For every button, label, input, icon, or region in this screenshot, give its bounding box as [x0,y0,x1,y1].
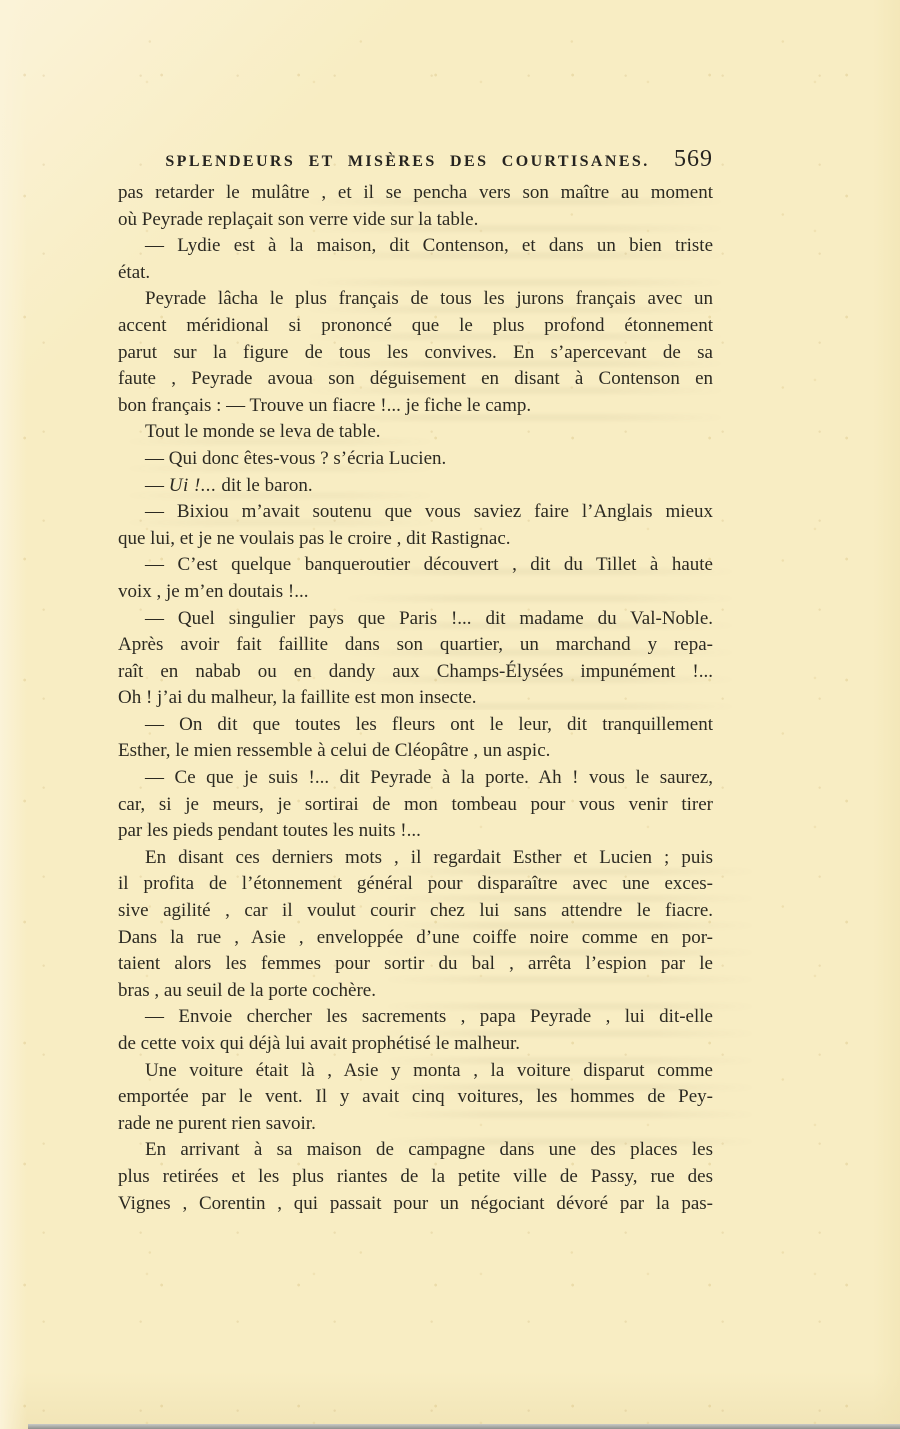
text-line: En arrivant à sa maison de campagne dans une des places les [145,1139,713,1161]
text-line: — Envoie chercher les sacrements , papa Peyrade , lui dit-elle [145,1006,713,1028]
text-line: pas retarder le mulâtre , et il se pencha vers son maître au moment [118,182,713,203]
text-line: Vignes , Corentin , qui passait pour un négociant dévoré par la pas- [118,1192,713,1214]
text-line: faute , Peyrade avoua son déguisement en disant à Contenson en [118,368,713,390]
text-line: bon français : — Trouve un fiacre !... je fiche le camp. [118,394,532,416]
text-line: Oh ! j’ai du malheur, la faillite est mon insecte. [118,687,477,709]
text-line: — On dit que toutes les fleurs ont le leur, dit tranquillement [145,713,713,735]
book-title-header: SPLENDEURS ET MISÈRES DES COURTISANES. [165,153,650,170]
text-line: taient alors les femmes pour sortir du bal , arrêta l’espion par le [118,953,713,975]
text-line: Peyrade lâcha le plus français de tous les jurons français avec un [145,288,713,310]
text-line: que lui, et je ne voulais pas le croire , dit Rastignac. [118,527,511,549]
text-line: — C’est quelque banqueroutier découvert , dit du Tillet à haute [145,554,713,576]
text-line: voix , je m’en doutais !... [118,580,309,602]
text-line: il profita de l’étonnement général pour disparaître avec une exces- [118,873,713,895]
text-line: — Bixiou m’avait soutenu que vous saviez faire l’Anglais mieux [145,501,713,523]
page-number: 569 [674,146,713,172]
text-line: Une voiture était là , Asie y monta , la voiture disparut comme [145,1059,713,1081]
text-line: Dans la rue , Asie , enveloppée d’une coiffe noire comme en por- [118,926,713,948]
scan-bottom-edge [28,1424,900,1429]
text-line: de cette voix qui déjà lui avait prophétisé le malheur. [118,1033,521,1054]
text-line: — Ui !... dit le baron. [145,474,313,496]
text-line: — Qui donc êtes-vous ? s’écria Lucien. [145,447,447,469]
text-line: où Peyrade replaçait son verre vide sur la table. [118,208,479,230]
text-line: plus retirées et les plus riantes de la petite ville de Passy, rue des [118,1165,713,1187]
text-line: — Ce que je suis !... dit Peyrade à la porte. Ah ! vous le saurez, [145,767,713,789]
text-line: parut sur la figure de tous les convives. En s’apercevant de sa [118,341,713,363]
text-line: par les pieds pendant toutes les nuits !... [118,820,421,842]
text-line: raît en nabab ou en dandy aux Champs-Élysées impunément !... [118,660,713,682]
page-content [118,146,713,1217]
text-line: bras , au seuil de la porte cochère. [118,979,376,1001]
text-line: Après avoir fait faillite dans son quartier, un marchand y repa- [118,634,713,656]
text-line: rade ne purent rien savoir. [118,1112,316,1134]
text-line: accent méridional si prononcé que le plus profond étonnement [118,314,713,336]
text-line: emportée par le vent. Il y avait cinq voitures, les hommes de Pey- [118,1086,713,1108]
text-block [118,180,713,1217]
running-header [118,146,713,179]
text-line: — Lydie est à la maison, dit Contenson, et dans un bien triste [145,235,713,257]
text-line: Esther, le mien ressemble à celui de Cléopâtre , un aspic. [118,740,551,762]
text-line: car, si je meurs, je sortirai de mon tombeau pour vous venir tirer [118,793,713,815]
text-line: état. [118,261,151,283]
text-line: sive agilité , car il voulut courir chez lui sans attendre le fiacre. [118,900,713,922]
text-line: — Quel singulier pays que Paris !... dit madame du Val-Noble. [145,607,713,629]
text-line: En disant ces derniers mots , il regardait Esther et Lucien ; puis [145,846,713,868]
text-line: Tout le monde se leva de table. [145,421,381,443]
